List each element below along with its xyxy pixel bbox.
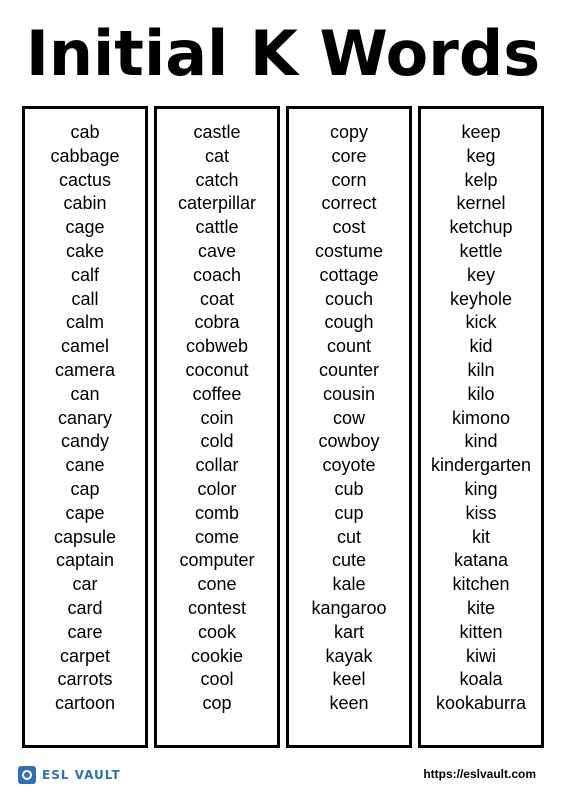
word-item: carrots	[57, 669, 113, 690]
word-item: coat	[199, 288, 235, 309]
word-item: cartoon	[54, 693, 116, 714]
word-item: kayak	[325, 645, 373, 666]
esl-vault-logo[interactable]	[18, 765, 121, 785]
word-item: cough	[324, 312, 374, 333]
word-item: come	[194, 526, 239, 547]
word-item: coach	[192, 264, 242, 285]
word-item: cook	[197, 621, 237, 642]
word-list	[25, 109, 145, 716]
word-item: castle	[193, 122, 241, 142]
word-item: kettle	[459, 240, 503, 261]
page-title: Initial K Words	[25, 17, 541, 90]
word-item: koala	[459, 669, 503, 690]
word-item: kelp	[464, 169, 498, 190]
word-item: cute	[331, 550, 367, 571]
word-item: cabin	[63, 193, 107, 214]
word-item: captain	[55, 550, 115, 571]
word-item: kilo	[467, 383, 495, 404]
word-item: catch	[195, 169, 239, 190]
word-item: kind	[464, 431, 498, 452]
word-item: coconut	[185, 359, 249, 380]
word-item: core	[331, 145, 367, 166]
word-item: count	[326, 336, 372, 357]
word-item: computer	[179, 550, 255, 571]
word-item: calm	[65, 312, 104, 333]
word-item: candy	[60, 431, 110, 452]
word-column-4	[418, 106, 544, 748]
word-item: coyote	[322, 455, 376, 476]
word-item: cookie	[190, 645, 244, 666]
word-item: coffee	[192, 383, 242, 404]
word-item: cottage	[319, 264, 379, 285]
word-item: costume	[314, 240, 384, 261]
word-item: key	[466, 264, 495, 285]
word-item: care	[67, 621, 103, 642]
word-item: keyhole	[449, 288, 513, 309]
word-item: cap	[70, 478, 100, 499]
word-item: katana	[453, 550, 509, 571]
word-item: kid	[469, 336, 493, 357]
word-item: capsule	[53, 526, 117, 547]
word-item: can	[70, 383, 100, 404]
word-item: cabbage	[50, 145, 120, 166]
word-item: comb	[194, 502, 239, 523]
logo-text: ESL VAULT	[42, 768, 121, 782]
word-item: kitchen	[452, 574, 510, 595]
word-item: carpet	[59, 645, 111, 666]
word-item: kite	[466, 597, 495, 618]
word-item: contest	[187, 597, 247, 618]
word-list	[157, 109, 277, 716]
word-item: cone	[197, 574, 237, 595]
word-item: cave	[197, 240, 237, 261]
word-item: kart	[333, 621, 364, 642]
word-item: cop	[202, 693, 232, 714]
word-item: cape	[65, 502, 105, 523]
word-item: cobra	[194, 312, 240, 333]
word-item: kiss	[465, 502, 497, 523]
word-item: cake	[65, 240, 105, 261]
word-item: kangaroo	[311, 597, 387, 618]
word-item: camera	[54, 359, 116, 380]
word-item: keep	[461, 122, 501, 142]
word-item: cactus	[58, 169, 112, 190]
word-item: kitten	[459, 621, 503, 642]
word-item: keg	[466, 145, 496, 166]
word-item: kernel	[456, 193, 506, 214]
word-item: kit	[472, 526, 490, 547]
word-item: kiwi	[466, 645, 496, 666]
word-item: canary	[57, 407, 113, 428]
word-item: king	[464, 478, 498, 499]
word-item: cost	[332, 217, 366, 238]
esl-vault-logo-icon	[18, 766, 36, 784]
word-item: coin	[200, 407, 234, 428]
word-list	[421, 109, 541, 716]
word-item: couch	[324, 288, 374, 309]
word-item: corn	[331, 169, 367, 190]
word-item: kimono	[451, 407, 511, 428]
word-item: counter	[318, 359, 380, 380]
word-item: keel	[332, 669, 366, 690]
website-url[interactable]: https://eslvault.com	[423, 767, 536, 781]
word-item: copy	[329, 122, 369, 142]
word-item: caterpillar	[177, 193, 257, 214]
word-item: kiln	[467, 359, 495, 380]
word-item: card	[67, 597, 103, 618]
word-item: cub	[334, 478, 364, 499]
word-item: car	[72, 574, 98, 595]
word-item: collar	[195, 455, 239, 476]
word-item: kookaburra	[435, 693, 527, 714]
word-item: cattle	[195, 217, 239, 238]
word-item: cow	[332, 407, 365, 428]
word-item: cowboy	[318, 431, 380, 452]
word-item: cousin	[322, 383, 376, 404]
word-item: kindergarten	[430, 455, 532, 476]
word-item: kale	[332, 574, 366, 595]
word-item: cool	[200, 669, 234, 690]
word-item: cobweb	[185, 336, 249, 357]
word-column-2	[154, 106, 280, 748]
word-item: kick	[465, 312, 497, 333]
word-item: color	[197, 478, 237, 499]
word-item: cage	[65, 217, 105, 238]
word-item: cat	[204, 145, 229, 166]
word-item: cut	[336, 526, 361, 547]
word-item: call	[71, 288, 99, 309]
word-item: calf	[70, 264, 99, 285]
word-item: camel	[60, 336, 109, 357]
word-columns	[22, 106, 546, 748]
word-item: ketchup	[449, 217, 513, 238]
word-item: keen	[329, 693, 369, 714]
word-column-3	[286, 106, 412, 748]
word-item: cane	[65, 455, 105, 476]
word-item: cold	[200, 431, 234, 452]
word-item: correct	[321, 193, 377, 214]
word-item: cup	[334, 502, 364, 523]
word-list	[289, 109, 409, 716]
word-column-1	[22, 106, 148, 748]
word-item: cab	[70, 122, 100, 142]
